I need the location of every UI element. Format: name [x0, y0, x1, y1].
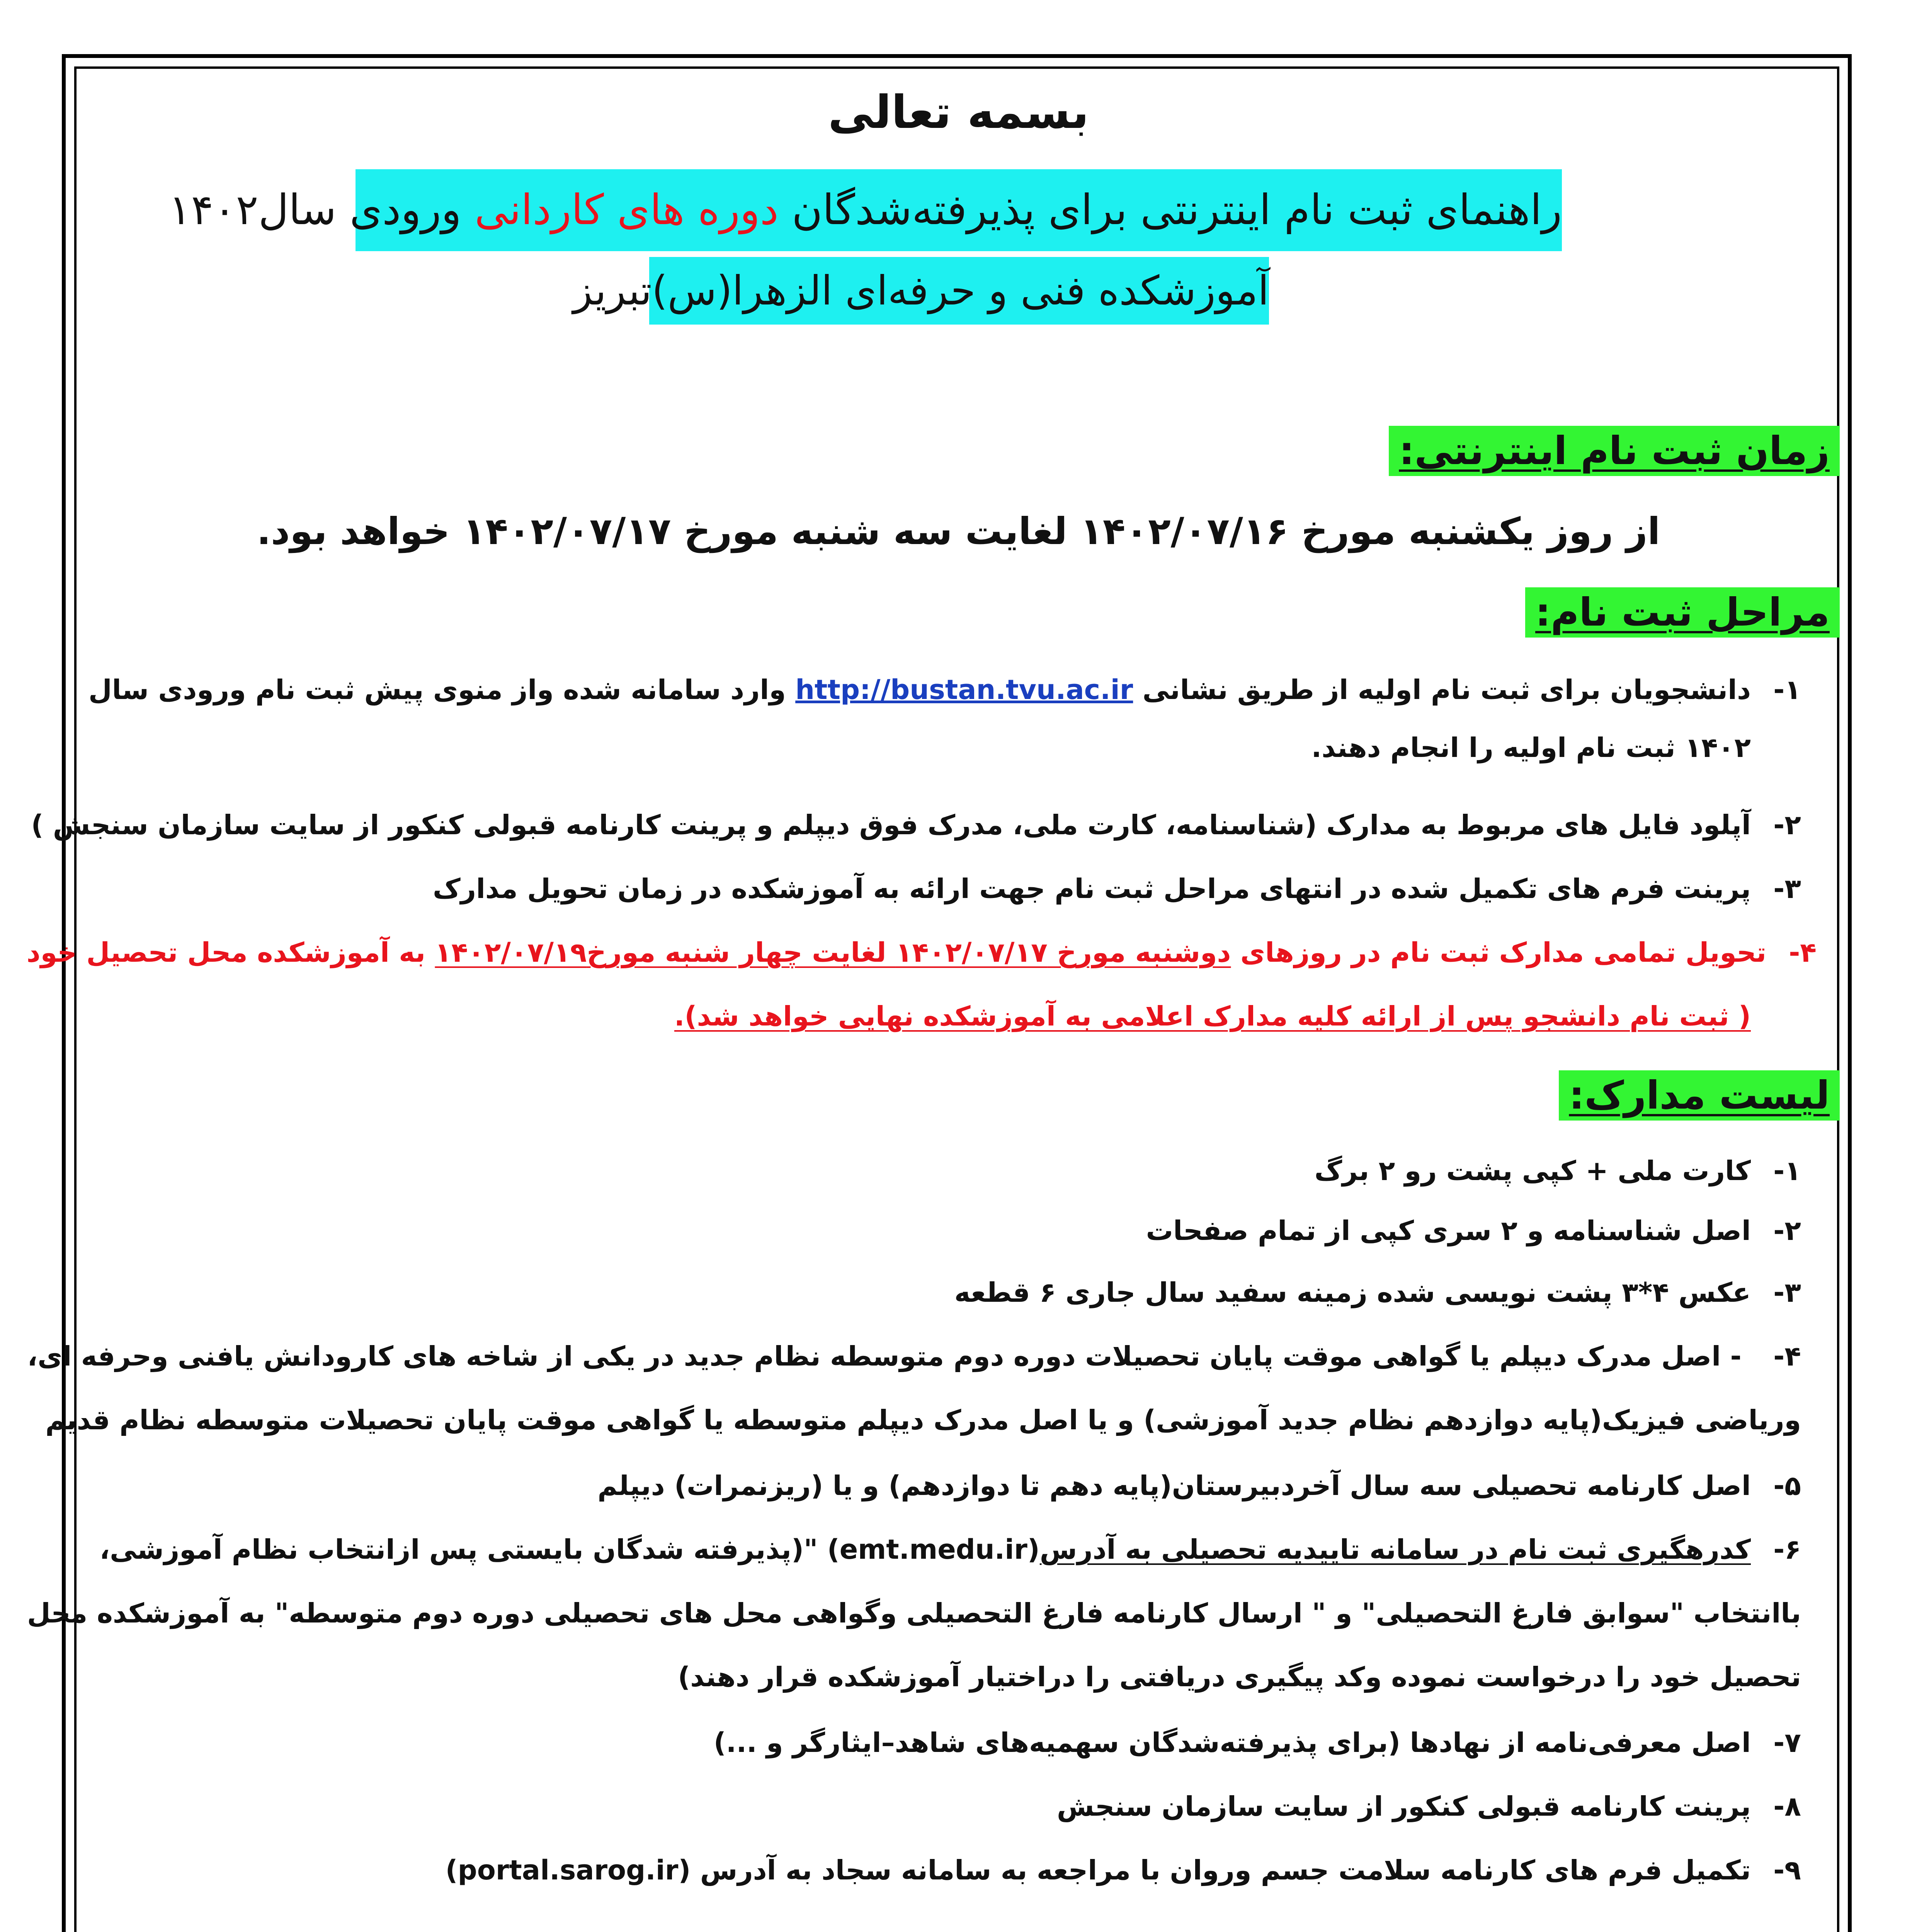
steps-heading: مراحل ثبت نام:: [1525, 587, 1840, 638]
doc-1-text: کارت ملی + کپی پشت رو ۲ برگ: [1314, 1155, 1751, 1187]
main-title-part3: ورودی سال۱۴۰۲: [168, 186, 475, 234]
step-4-text-c: به آموزشکده محل تحصیل خود: [26, 937, 435, 968]
step-3-text: پرینت فرم های تکمیل شده در انتهای مراحل ثبت نام جهت ارائه به آموزشکده در زمان تحویل مدارک: [432, 873, 1751, 905]
doc-4-line-1: [27, 1327, 1801, 1385]
doc-8: [1057, 1777, 1801, 1835]
bustan-link[interactable]: http://bustan.tvu.ac.ir: [795, 674, 1133, 706]
doc-6-number: ۶-: [1773, 1534, 1801, 1565]
doc-7-number: ۷-: [1773, 1727, 1801, 1759]
doc-2-number: ۲-: [1773, 1215, 1801, 1247]
doc-6-text-a: کدرهگیری ثبت نام در سامانه تاییدیه تحصیلی به آدرس: [1039, 1534, 1751, 1565]
doc-6-text-b: "(پذیرفته شدگان بایستی پس ازانتخاب نظام آموزشی،: [99, 1534, 827, 1565]
step-4-line-1: [27, 923, 1817, 981]
doc-9: [446, 1841, 1801, 1899]
step-4-number: ۴-: [1789, 937, 1817, 968]
doc-9-number: ۹-: [1773, 1854, 1801, 1886]
doc-8-number: ۸-: [1773, 1791, 1801, 1822]
step-4-text-a: تحویل تمامی مدارک ثبت نام در روزهای: [1231, 937, 1766, 968]
emt-link[interactable]: (emt.medu.ir): [827, 1534, 1040, 1565]
step-1-text-a: دانشجویان برای ثبت نام اولیه از طریق نشانی: [1133, 674, 1751, 706]
step-1-line-1: [88, 661, 1801, 719]
registration-time-heading: زمان ثبت نام اینترنتی:: [1389, 426, 1840, 476]
step-2-number: ۲-: [1773, 809, 1801, 841]
doc-9-text: تکمیل فرم های کارنامه سلامت جسم وروان با مراجعه به سامانه سجاد به آدرس (portal.sarog.ir): [445, 1854, 1751, 1886]
step-1-text-b: وارد سامانه شده واز منوی پیش ثبت نام ورودی سال: [88, 674, 796, 706]
registration-time-text: از روز یکشنبه مورخ ۱۴۰۲/۰۷/۱۶ لغایت سه شنبه مورخ ۱۴۰۲/۰۷/۱۷ خواهد بود.: [257, 510, 1660, 553]
doc-1-number: ۱-: [1773, 1155, 1801, 1187]
doc-4-line-2: وریاضی فیزیک(پایه دوازدهم نظام جدید آموزشی) و یا اصل مدرک دیپلم متوسطه یا گواهی موقت پایان تحصیلات متوسطه نظام قدیم: [45, 1404, 1801, 1436]
doc-2-text: اصل شناسنامه و ۲ سری کپی از تمام صفحات: [1146, 1215, 1751, 1247]
doc-1: [1315, 1142, 1801, 1200]
doc-4-text-a: - اصل مدرک دیپلم یا گواهی موقت پایان تحصیلات دوره دوم متوسطه نظام جدید در یکی از شاخه های کارودانش یافنی وحرفه ای،: [27, 1340, 1751, 1372]
step-2: [31, 796, 1801, 854]
doc-6-line-3: تحصیل خود را درخواست نموده وکد پیگیری دریافتی را دراختیار آموزشکده قرار دهند): [678, 1661, 1801, 1693]
main-title-part1: راهنمای ثبت نام اینترنتی برای پذیرفته‌شدگان: [778, 186, 1562, 234]
doc-3-text: عکس ۴*۳ پشت نویسی شده زمینه سفید سال جاری ۶ قطعه: [954, 1277, 1751, 1308]
step-4-line-2: ( ثبت نام دانشجو پس از ارائه کلیه مدارک اعلامی به آموزشکده نهایی خواهد شد).: [674, 1000, 1751, 1032]
doc-7-text: اصل معرفی‌نامه از نهادها (برای پذیرفته‌شدگان سهمیه‌های شاهد–ایثارگر و ...): [713, 1727, 1751, 1759]
doc-3: [954, 1264, 1801, 1321]
main-title-highlight: دوره های کاردانی: [475, 186, 779, 234]
doc-4-number: ۴-: [1773, 1340, 1801, 1372]
step-1-number: ۱-: [1773, 674, 1801, 706]
basmala-title: بسمه تعالی: [828, 85, 1089, 139]
documents-heading: لیست مدارک:: [1559, 1070, 1840, 1121]
school-name: آموزشکده فنی و حرفه‌ای الزهرا(س)تبریز: [649, 257, 1269, 325]
main-title: [168, 169, 1562, 251]
step-4-dates: دوشنبه مورخ ۱۴۰۲/۰۷/۱۷ لغایت چهار شنبه مورخ۱۴۰۲/۰۷/۱۹: [435, 937, 1231, 968]
doc-5: [597, 1457, 1801, 1515]
doc-2: [1146, 1202, 1801, 1260]
doc-3-number: ۳-: [1773, 1277, 1801, 1308]
doc-6-line-2: باانتخاب "سوابق فارغ التحصیلی" و " ارسال کارنامه فارغ التحصیلی وگواهی محل های تحصیلی دوره دوم متوسطه" به آموزشکده محل: [27, 1597, 1801, 1629]
doc-6-line-1: [100, 1520, 1801, 1578]
doc-8-text: پرینت کارنامه قبولی کنکور از سایت سازمان سنجش: [1056, 1791, 1751, 1822]
step-3: [433, 860, 1801, 918]
doc-5-number: ۵-: [1773, 1470, 1801, 1502]
doc-7: [714, 1714, 1801, 1772]
step-3-number: ۳-: [1773, 873, 1801, 905]
doc-5-text: اصل کارنامه تحصیلی سه سال آخردبیرستان(پایه دهم تا دوازدهم) و یا (ریزنمرات) دیپلم: [597, 1470, 1751, 1502]
step-1-line-2: ۱۴۰۲ ثبت نام اولیه را انجام دهند.: [1311, 732, 1751, 764]
step-2-text: آپلود فایل های مربوط به مدارک (شناسنامه، کارت ملی، مدرک فوق دیپلم و پرینت کارنامه قبولی کنکور از سایت سازمان سنجش ): [31, 809, 1751, 841]
